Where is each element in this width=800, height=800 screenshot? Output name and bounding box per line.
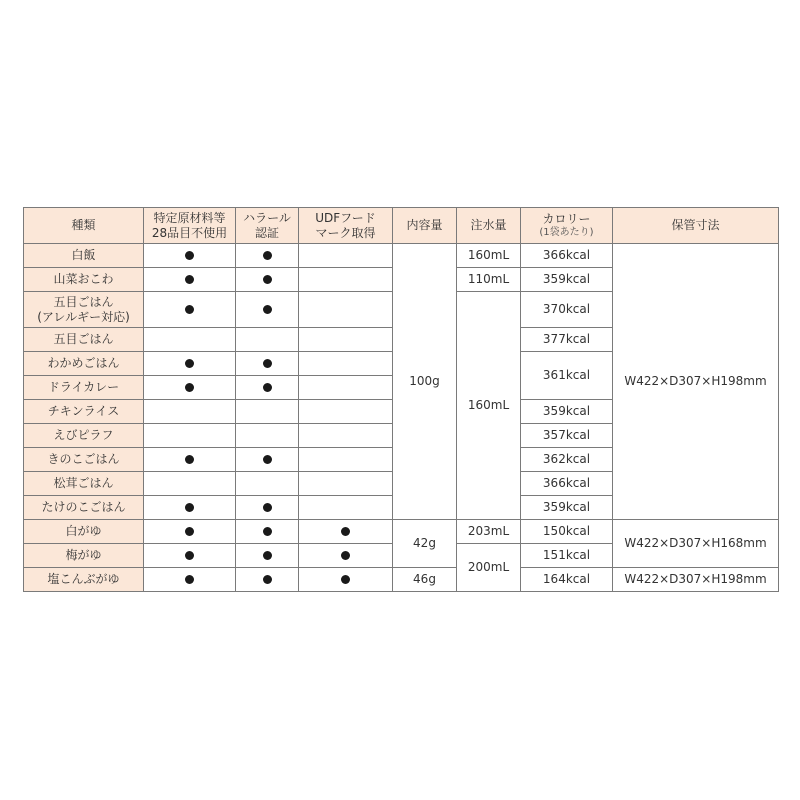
allergen-free-cell — [144, 448, 236, 472]
header-water: 注水量 — [457, 208, 521, 244]
filled-circle-mark-icon — [263, 575, 272, 584]
filled-circle-mark-icon — [263, 275, 272, 284]
halal-cell — [236, 496, 299, 520]
udf-cell — [299, 448, 393, 472]
udf-cell — [299, 328, 393, 352]
product-name: きのこごはん — [24, 448, 144, 472]
filled-circle-mark-icon — [263, 551, 272, 560]
calorie-cell: 357kcal — [521, 424, 613, 448]
halal-cell — [236, 376, 299, 400]
header-calorie — [521, 208, 613, 244]
halal-cell — [236, 244, 299, 268]
filled-circle-mark-icon — [263, 251, 272, 260]
allergen-free-cell — [144, 520, 236, 544]
product-name: 塩こんぶがゆ — [24, 568, 144, 592]
filled-circle-mark-icon — [263, 383, 272, 392]
header-udf-line1: UDFフード — [315, 210, 376, 225]
filled-circle-mark-icon — [185, 275, 194, 284]
udf-cell — [299, 472, 393, 496]
udf-cell — [299, 424, 393, 448]
product-name: たけのこごはん — [24, 496, 144, 520]
product-name: 五目ごはん — [24, 328, 144, 352]
allergen-free-cell — [144, 568, 236, 592]
product-name: 山菜おこわ — [24, 268, 144, 292]
filled-circle-mark-icon — [341, 575, 350, 584]
header-allergen-line1: 特定原材料等 — [153, 210, 226, 225]
filled-circle-mark-icon — [263, 305, 272, 314]
udf-cell — [299, 496, 393, 520]
allergen-free-cell — [144, 496, 236, 520]
halal-cell — [236, 472, 299, 496]
allergen-free-cell — [144, 424, 236, 448]
header-content: 内容量 — [393, 208, 457, 244]
water-cell: 160mL — [457, 244, 521, 268]
filled-circle-mark-icon — [185, 455, 194, 464]
product-spec-table — [23, 207, 779, 592]
filled-circle-mark-icon — [185, 575, 194, 584]
filled-circle-mark-icon — [263, 527, 272, 536]
calorie-cell: 361kcal — [521, 352, 613, 400]
calorie-cell: 377kcal — [521, 328, 613, 352]
calorie-cell: 359kcal — [521, 400, 613, 424]
filled-circle-mark-icon — [185, 305, 194, 314]
halal-cell — [236, 448, 299, 472]
calorie-cell: 366kcal — [521, 472, 613, 496]
content-cell: 100g — [393, 244, 457, 520]
halal-cell — [236, 568, 299, 592]
calorie-cell: 366kcal — [521, 244, 613, 268]
calorie-cell: 164kcal — [521, 568, 613, 592]
filled-circle-mark-icon — [185, 251, 194, 260]
content-cell: 42g — [393, 520, 457, 568]
allergen-free-cell — [144, 268, 236, 292]
water-cell: 203mL — [457, 520, 521, 544]
calorie-cell: 359kcal — [521, 496, 613, 520]
water-cell: 160mL — [457, 292, 521, 520]
header-halal — [236, 208, 299, 244]
filled-circle-mark-icon — [185, 527, 194, 536]
header-row — [24, 208, 779, 244]
header-udf-line2: マーク取得 — [315, 225, 376, 240]
header-calorie-label: カロリー — [542, 212, 591, 226]
filled-circle-mark-icon — [185, 551, 194, 560]
product-name-line2: (アレルギー対応) — [37, 309, 130, 324]
storage-cell: W422×D307×H168mm — [613, 520, 779, 568]
header-calorie-sub: (1袋あたり) — [539, 227, 594, 238]
halal-cell — [236, 352, 299, 376]
halal-cell — [236, 544, 299, 568]
product-name: チキンライス — [24, 400, 144, 424]
product-name: 白飯 — [24, 244, 144, 268]
table-row — [24, 244, 779, 268]
calorie-cell: 362kcal — [521, 448, 613, 472]
calorie-cell: 359kcal — [521, 268, 613, 292]
calorie-cell: 150kcal — [521, 520, 613, 544]
udf-cell — [299, 568, 393, 592]
udf-cell — [299, 376, 393, 400]
product-name — [24, 292, 144, 328]
halal-cell — [236, 400, 299, 424]
allergen-free-cell — [144, 376, 236, 400]
table-row — [24, 568, 779, 592]
product-name: 梅がゆ — [24, 544, 144, 568]
filled-circle-mark-icon — [263, 455, 272, 464]
filled-circle-mark-icon — [341, 527, 350, 536]
udf-cell — [299, 244, 393, 268]
table-row — [24, 520, 779, 544]
product-name: 松茸ごはん — [24, 472, 144, 496]
filled-circle-mark-icon — [185, 503, 194, 512]
storage-cell: W422×D307×H198mm — [613, 244, 779, 520]
filled-circle-mark-icon — [341, 551, 350, 560]
product-name: えびピラフ — [24, 424, 144, 448]
halal-cell — [236, 424, 299, 448]
halal-cell — [236, 328, 299, 352]
product-name: わかめごはん — [24, 352, 144, 376]
allergen-free-cell — [144, 352, 236, 376]
udf-cell — [299, 400, 393, 424]
header-halal-line2: 認証 — [254, 225, 279, 240]
allergen-free-cell — [144, 400, 236, 424]
product-name-line1: 五目ごはん — [53, 294, 114, 309]
filled-circle-mark-icon — [263, 503, 272, 512]
calorie-cell: 370kcal — [521, 292, 613, 328]
allergen-free-cell — [144, 292, 236, 328]
calorie-cell: 151kcal — [521, 544, 613, 568]
halal-cell — [236, 520, 299, 544]
udf-cell — [299, 352, 393, 376]
filled-circle-mark-icon — [185, 383, 194, 392]
allergen-free-cell — [144, 472, 236, 496]
header-halal-line1: ハラール — [243, 210, 291, 225]
header-type: 種類 — [24, 208, 144, 244]
udf-cell — [299, 520, 393, 544]
content-cell: 46g — [393, 568, 457, 592]
header-allergen-free — [144, 208, 236, 244]
filled-circle-mark-icon — [263, 359, 272, 368]
udf-cell — [299, 292, 393, 328]
water-cell: 110mL — [457, 268, 521, 292]
product-name: ドライカレー — [24, 376, 144, 400]
storage-cell: W422×D307×H198mm — [613, 568, 779, 592]
water-cell: 200mL — [457, 544, 521, 592]
halal-cell — [236, 292, 299, 328]
header-allergen-line2: 28品目不使用 — [151, 225, 228, 240]
halal-cell — [236, 268, 299, 292]
udf-cell — [299, 544, 393, 568]
header-udf — [299, 208, 393, 244]
filled-circle-mark-icon — [185, 359, 194, 368]
udf-cell — [299, 268, 393, 292]
product-name: 白がゆ — [24, 520, 144, 544]
allergen-free-cell — [144, 328, 236, 352]
header-storage: 保管寸法 — [613, 208, 779, 244]
allergen-free-cell — [144, 544, 236, 568]
allergen-free-cell — [144, 244, 236, 268]
